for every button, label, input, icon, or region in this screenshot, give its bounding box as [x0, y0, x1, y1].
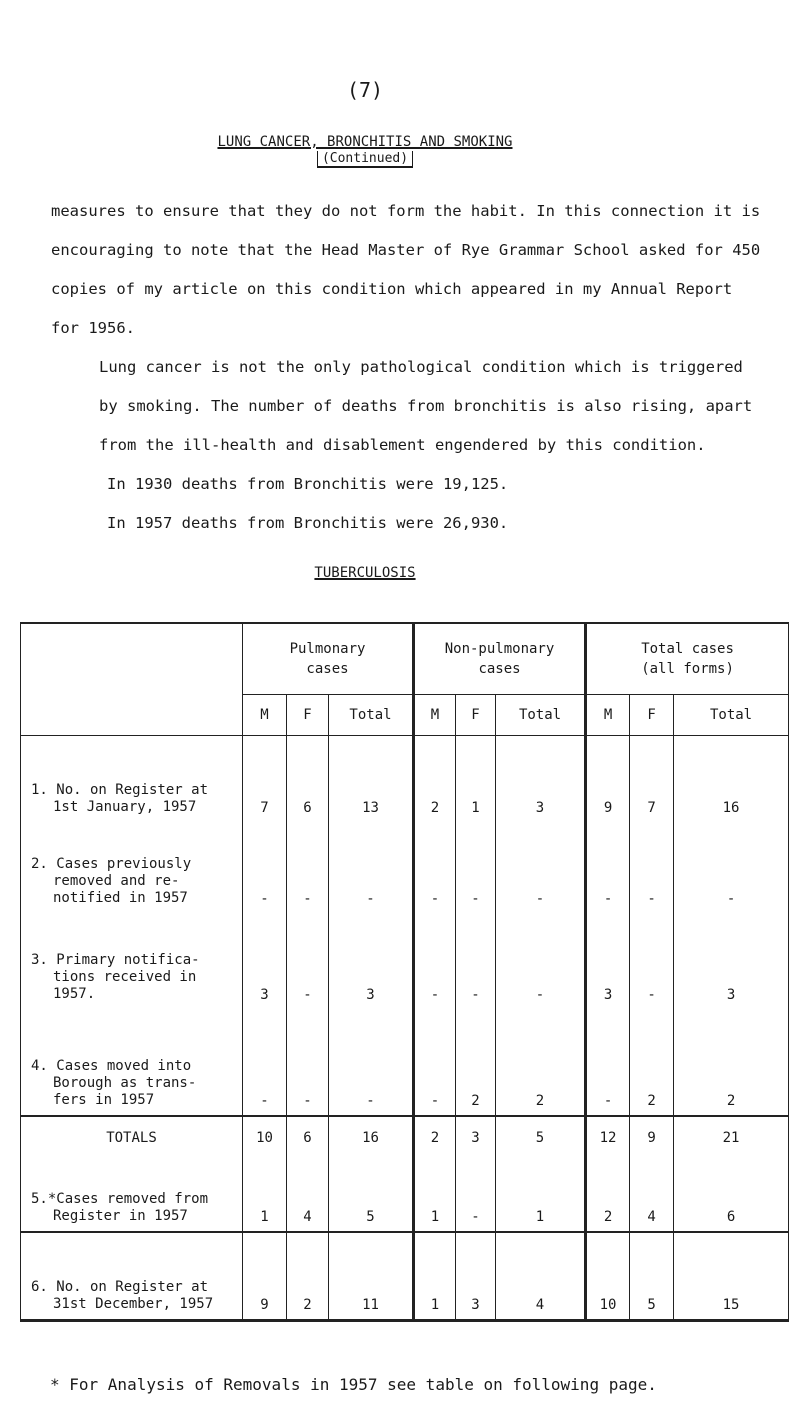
heading-subtitle: (Continued) — [317, 151, 413, 168]
corner-cell — [21, 623, 243, 736]
table-cell: 4 — [287, 1159, 329, 1232]
table-cell: 3 — [586, 913, 630, 1009]
table-cell: - — [243, 822, 287, 913]
column-header: Total — [496, 695, 586, 736]
table-row — [21, 736, 789, 823]
table-cell: - — [414, 822, 456, 913]
row-label: 2. Cases previously removed and re- notified in 1957 — [21, 822, 243, 913]
table-cell: 2 — [496, 1009, 586, 1116]
table-row — [21, 1159, 789, 1232]
column-header: F — [287, 695, 329, 736]
table-cell: 2 — [456, 1009, 496, 1116]
table-cell: 16 — [329, 1116, 414, 1159]
paragraph: Lung cancer is not the only pathological condition which is triggered by smoking. The number of deaths from bronchitis is also rising, apart from the ill-health and disablement engendered by this condition. — [99, 358, 753, 454]
table-cell: 3 — [329, 913, 414, 1009]
column-header: F — [456, 695, 496, 736]
group-header-pulmonary: Pulmonary cases — [243, 623, 414, 695]
section-heading — [0, 134, 730, 168]
table-cell: 3 — [243, 913, 287, 1009]
table-cell: - — [287, 913, 329, 1009]
table-cell: 9 — [630, 1116, 674, 1159]
table-cell: 9 — [586, 736, 630, 823]
table-cell: - — [630, 913, 674, 1009]
table-cell: - — [414, 913, 456, 1009]
table-cell: - — [414, 1009, 456, 1116]
table-cell: - — [456, 822, 496, 913]
table-cell: 7 — [243, 736, 287, 823]
table-cell: 6 — [287, 1116, 329, 1159]
table-cell: 1 — [414, 1232, 456, 1321]
totals-row — [21, 1116, 789, 1159]
table-cell: 16 — [674, 736, 789, 823]
table-cell: 13 — [329, 736, 414, 823]
table-cell: 21 — [674, 1116, 789, 1159]
column-header: M — [414, 695, 456, 736]
table-cell: 4 — [496, 1232, 586, 1321]
table-cell: 1 — [496, 1159, 586, 1232]
table-cell: - — [496, 822, 586, 913]
table-cell: 3 — [456, 1232, 496, 1321]
table-cell: 1 — [414, 1159, 456, 1232]
table-cell: 3 — [496, 736, 586, 823]
heading-title: LUNG CANCER, BRONCHITIS AND SMOKING — [217, 134, 513, 150]
row-label: 6. No. on Register at 31st December, 1957 — [21, 1232, 243, 1321]
table-cell: - — [496, 913, 586, 1009]
table-cell: 12 — [586, 1116, 630, 1159]
table-cell: 6 — [287, 736, 329, 823]
table-cell: - — [456, 1159, 496, 1232]
page-number: (7) — [346, 78, 384, 102]
row-label: 3. Primary notifica- tions received in 1957. — [21, 913, 243, 1009]
table-cell: 1 — [243, 1159, 287, 1232]
table-cell: 2 — [414, 1116, 456, 1159]
table-cell: 2 — [287, 1232, 329, 1321]
table-cell: 2 — [414, 736, 456, 823]
table-cell: 2 — [586, 1159, 630, 1232]
table-cell: 10 — [586, 1232, 630, 1321]
body-text — [51, 192, 763, 543]
table-cell: 3 — [456, 1116, 496, 1159]
row-label: TOTALS — [21, 1116, 243, 1159]
table-cell: - — [329, 822, 414, 913]
row-label: 4. Cases moved into Borough as trans- fers in 1957 — [21, 1009, 243, 1116]
column-header: Total — [329, 695, 414, 736]
table-cell: - — [329, 1009, 414, 1116]
paragraph: In 1957 deaths from Bronchitis were 26,930. — [107, 514, 509, 532]
row-label: 1. No. on Register at 1st January, 1957 — [21, 736, 243, 823]
table-cell: - — [630, 822, 674, 913]
table-row — [21, 913, 789, 1009]
group-header-non-pulmonary: Non-pulmonary cases — [414, 623, 586, 695]
table-cell: 6 — [674, 1159, 789, 1232]
table-cell: - — [456, 913, 496, 1009]
column-header: F — [630, 695, 674, 736]
table-cell: - — [243, 1009, 287, 1116]
table-cell: 3 — [674, 913, 789, 1009]
table-cell: 2 — [674, 1009, 789, 1116]
table-cell: 5 — [630, 1232, 674, 1321]
table-cell: 11 — [329, 1232, 414, 1321]
paragraph: measures to ensure that they do not form the habit. In this connection it is encouraging to note that the Head Master of Rye Grammar School asked for 450 copies of my article on this condition which appeared in my Annual Report for 1956. — [51, 202, 761, 337]
table-cell: 7 — [630, 736, 674, 823]
table-cell: 2 — [630, 1009, 674, 1116]
table-cell: 1 — [456, 736, 496, 823]
table-row — [21, 1009, 789, 1116]
table-cell: 9 — [243, 1232, 287, 1321]
column-header: Total — [674, 695, 789, 736]
column-header: M — [586, 695, 630, 736]
table-cell: - — [287, 1009, 329, 1116]
table-cell: - — [586, 1009, 630, 1116]
row-label: 5.*Cases removed from Register in 1957 — [21, 1159, 243, 1232]
footnote: * For Analysis of Removals in 1957 see table on following page. — [50, 1375, 657, 1394]
table-cell: - — [674, 822, 789, 913]
table-cell: 10 — [243, 1116, 287, 1159]
table-cell: 15 — [674, 1232, 789, 1321]
table-cell: - — [287, 822, 329, 913]
paragraph: In 1930 deaths from Bronchitis were 19,125. — [107, 475, 509, 493]
table-row — [21, 1232, 789, 1321]
tuberculosis-title: TUBERCULOSIS — [314, 565, 416, 581]
table-cell: 4 — [630, 1159, 674, 1232]
table-row — [21, 822, 789, 913]
table-cell: - — [586, 822, 630, 913]
table-cell: 5 — [329, 1159, 414, 1232]
group-header-total: Total cases (all forms) — [586, 623, 789, 695]
column-header: M — [243, 695, 287, 736]
table-cell: 5 — [496, 1116, 586, 1159]
tuberculosis-table — [20, 622, 789, 1322]
